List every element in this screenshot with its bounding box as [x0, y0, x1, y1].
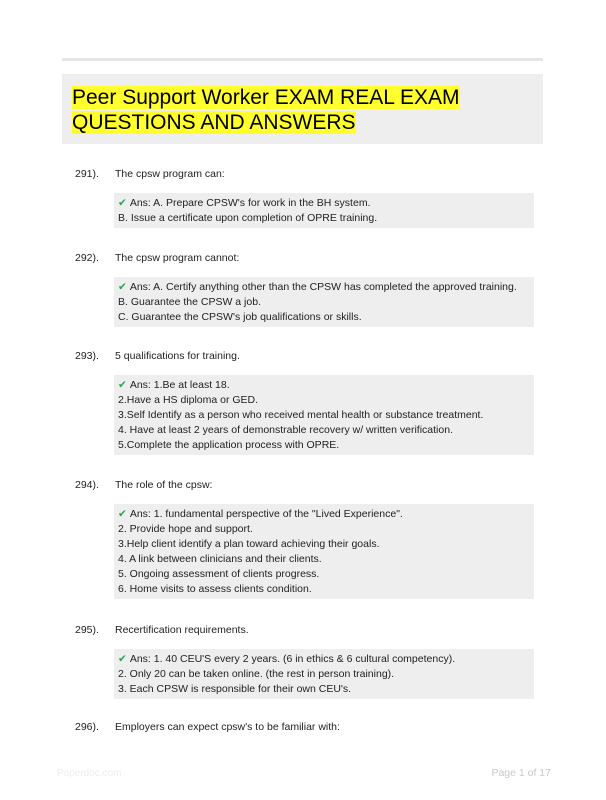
answer-line — [114, 280, 534, 295]
question-number: 293). — [75, 350, 99, 362]
answer-line — [114, 196, 534, 211]
answer-text: B. Issue a certificate upon completion of OPRE training. — [118, 212, 378, 224]
question-text: The cpsw program can: — [115, 168, 225, 180]
answer-line — [114, 667, 534, 682]
answer-text: 6. Home visits to assess clients condition. — [118, 583, 312, 595]
question-row — [75, 479, 545, 497]
question-row — [75, 168, 545, 186]
document-title-text: Peer Support Worker EXAM REAL EXAM QUESTIONS AND ANSWERS — [72, 86, 460, 134]
answer-text: 2. Provide hope and support. — [118, 523, 253, 535]
answer-box — [114, 504, 534, 599]
answer-line — [114, 310, 534, 325]
page-number: Page 1 of 17 — [491, 767, 551, 779]
answer-line — [114, 438, 534, 453]
question-text: Employers can expect cpsw's to be familiar with: — [115, 721, 340, 733]
answer-text: Ans: 1. 40 CEU'S every 2 years. (6 in ethics & 6 cultural competency). — [129, 653, 456, 665]
question-number: 292). — [75, 252, 99, 264]
answer-line — [114, 582, 534, 597]
answer-box — [114, 375, 534, 455]
question-text: The role of the cpsw: — [115, 479, 213, 491]
question-row — [75, 721, 545, 739]
question-text: The cpsw program cannot: — [115, 252, 240, 264]
answer-line — [114, 552, 534, 567]
answer-text: 3.Help client identify a plan toward achieving their goals. — [118, 538, 380, 550]
question-item — [75, 721, 545, 739]
answer-text: 4. A link between clinicians and their clients. — [118, 553, 322, 565]
check-icon: ✔ — [118, 197, 127, 209]
question-number: 295). — [75, 624, 99, 636]
answer-box — [114, 649, 534, 699]
answer-text: 3.Self Identify as a person who received mental health or substance treatment. — [118, 409, 484, 421]
question-number: 296). — [75, 721, 99, 733]
top-divider — [62, 58, 543, 61]
answer-text: 2.Have a HS diploma or GED. — [118, 394, 259, 406]
check-icon: ✔ — [118, 281, 127, 293]
answer-line — [114, 522, 534, 537]
document-title — [72, 85, 532, 135]
answer-line — [114, 537, 534, 552]
answer-text: 5.Complete the application process with OPRE. — [118, 439, 340, 451]
check-icon: ✔ — [118, 508, 127, 520]
answer-line — [114, 682, 534, 697]
check-icon: ✔ — [118, 379, 127, 391]
answer-line — [114, 567, 534, 582]
answer-line — [114, 507, 534, 522]
answer-box — [114, 277, 534, 327]
question-item — [75, 350, 545, 451]
question-item — [75, 168, 545, 224]
answer-line — [114, 408, 534, 423]
answer-text: 5. Ongoing assessment of clients progress. — [118, 568, 320, 580]
answer-line — [114, 652, 534, 667]
answer-text: C. Guarantee the CPSW's job qualifications or skills. — [118, 311, 362, 323]
answer-line — [114, 211, 534, 226]
check-icon: ✔ — [118, 653, 127, 665]
answer-line — [114, 393, 534, 408]
answer-box — [114, 193, 534, 228]
question-row — [75, 624, 545, 642]
answer-text: Ans: A. Prepare CPSW's for work in the BH system. — [129, 197, 371, 209]
answer-text: B. Guarantee the CPSW a job. — [118, 296, 261, 308]
answer-line — [114, 295, 534, 310]
answer-text: 2. Only 20 can be taken online. (the rest in person training). — [118, 668, 395, 680]
answer-line — [114, 378, 534, 393]
answer-text: 4. Have at least 2 years of demonstrable recovery w/ written verification. — [118, 424, 453, 436]
question-text: 5 qualifications for training. — [115, 350, 240, 362]
title-banner — [62, 74, 543, 144]
question-number: 291). — [75, 168, 99, 180]
answer-line — [114, 423, 534, 438]
question-number: 294). — [75, 479, 99, 491]
answer-text: Ans: 1. fundamental perspective of the "Lived Experience". — [129, 508, 403, 520]
question-row — [75, 350, 545, 368]
answer-text: Ans: 1.Be at least 18. — [129, 379, 230, 391]
question-row — [75, 252, 545, 270]
answer-text: 3. Each CPSW is responsible for their own CEU's. — [118, 683, 352, 695]
answer-text: Ans: A. Certify anything other than the CPSW has completed the approved training. — [129, 281, 517, 293]
question-text: Recertification requirements. — [115, 624, 249, 636]
question-item — [75, 624, 545, 695]
question-item — [75, 252, 545, 323]
question-item — [75, 479, 545, 595]
footer-watermark: Paperdoc.com — [57, 768, 122, 779]
